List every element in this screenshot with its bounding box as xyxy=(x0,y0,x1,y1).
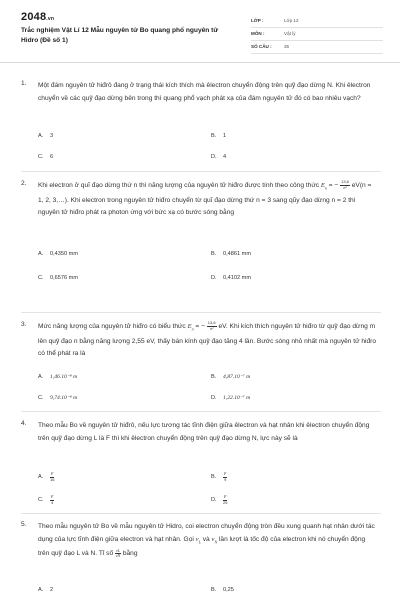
option-d[interactable]: D. 0,4102 mm xyxy=(211,275,251,281)
class-value: Lớp 12 xyxy=(284,18,299,23)
option-b[interactable]: B. 0,25 xyxy=(211,587,234,593)
option-b[interactable]: B. 0,4861 mm xyxy=(211,251,251,257)
option-b[interactable]: B. 4,87.10⁻⁷ m xyxy=(211,374,251,380)
option-c[interactable]: C. 6 xyxy=(38,154,54,160)
option-b[interactable]: B. $\frac{F}{9}$ xyxy=(211,471,227,482)
option-a[interactable]: A. $\frac{F}{16}$ xyxy=(38,471,55,482)
divider xyxy=(251,40,383,41)
divider xyxy=(21,513,381,514)
option-d[interactable]: D. $\frac{F}{25}$ xyxy=(211,494,228,505)
question-number: 1. xyxy=(21,80,27,87)
option-c[interactable]: C. $\frac{F}{4}$ xyxy=(38,494,54,505)
option-a[interactable]: A. 1,46.10⁻⁸ m xyxy=(38,374,78,380)
subject-label: MÔN : xyxy=(251,31,265,36)
count-value: 35 xyxy=(284,44,290,49)
divider xyxy=(251,53,383,54)
divider xyxy=(251,27,383,28)
divider xyxy=(21,312,381,313)
option-c[interactable]: C. 0,6576 mm xyxy=(38,275,78,281)
page-title: Trắc nghiệm Vật Lí 12 Mẫu nguyên tử Bo quang phổ nguyên tử Hidro (Đề số 1) xyxy=(21,27,219,44)
option-d[interactable]: D. 4 xyxy=(211,154,227,160)
subject-value: Vật lý xyxy=(284,31,296,36)
option-a[interactable]: A. 2 xyxy=(38,587,54,593)
count-label: SỐ CÂU : xyxy=(251,44,272,49)
class-label: LỚP : xyxy=(251,18,264,23)
question-number: 3. xyxy=(21,321,27,328)
question-text: Khi electron ở quĩ đạo dừng thứ n thì năng lượng của nguyên tử hiđro được tính theo công thức $E_n$ = − $\frac{13,6}{\text{n²}}$ eV(n = 1, 2, 3,…). Khi electron trong nguyên tử hiđro chuyển từ quĩ đạo dừng thứ n = 3 sang qũy đạo dừng n = 2 thì nguyên tử hiđro phát ra photon ứng với bức xạ có bước sóng bằng xyxy=(38,179,372,217)
site-logo[interactable]: 2048.vn xyxy=(21,11,55,23)
question-number: 2. xyxy=(21,180,27,187)
question-number: 5. xyxy=(21,521,27,528)
divider xyxy=(21,411,381,412)
question-text: Theo mẫu Bo về nguyên tử hiđrô, nếu lực tương tác tĩnh điện giữa êlectron và hạt nhân khi êlectron chuyển động trên quỹ đạo dừng L là F thì khi êlectron chuyển động trên quỹ đạo dừng N, lực này sẽ là xyxy=(38,422,370,442)
question-number: 4. xyxy=(21,420,27,427)
option-d[interactable]: D. 1,22.10⁻⁷ m xyxy=(211,395,251,401)
question-text: Một đám nguyên tử hiđrô đang ở trạng thái kích thích mà êlectron chuyển động trên quỹ đạo dừng N. Khi êlectron chuyển về các quỹ đạo dừng bên trong thì quang phổ vạch phát xạ của đám nguyên tử đó có bao nhiêu vạch? xyxy=(38,82,371,102)
option-b[interactable]: B. 1 xyxy=(211,133,227,139)
question-text: Mức năng lượng của nguyên tử hiđro có biểu thức $E_n$ = − $\frac{13,6}{\text{n²}}$ eV. Khi kích thích nguyên tử hiđro từ quỹ đạo dừng m lên quỹ đạo n bằng năng lượng 2,55 eV, thấy bán kính quỹ đạo tăng 4 lần. Bước sóng nhỏ nhất mà nguyên tử hiđro có thể phát ra là xyxy=(38,320,377,358)
option-a[interactable]: A. 3 xyxy=(38,133,54,139)
page-header xyxy=(0,0,400,63)
option-c[interactable]: C. 9,74.10⁻⁸ m xyxy=(38,395,78,401)
question-text: Theo mẫu nguyên tử Bo về mẫu nguyên tử Hidro, coi electron chuyển động tròn đều xung quanh hạt nhân dưới tác dụng của lực tĩnh điện giữa electron và hạt nhân. Gọi $v_L$ và $v_N$ lần lượt là tốc độ của electron khi nó chuyển động trên quỹ đạo L và N. Tỉ số $\frac{vL}{vN}$ bằng xyxy=(38,523,375,559)
divider xyxy=(21,171,381,172)
option-a[interactable]: A. 0,4350 mm xyxy=(38,251,78,257)
